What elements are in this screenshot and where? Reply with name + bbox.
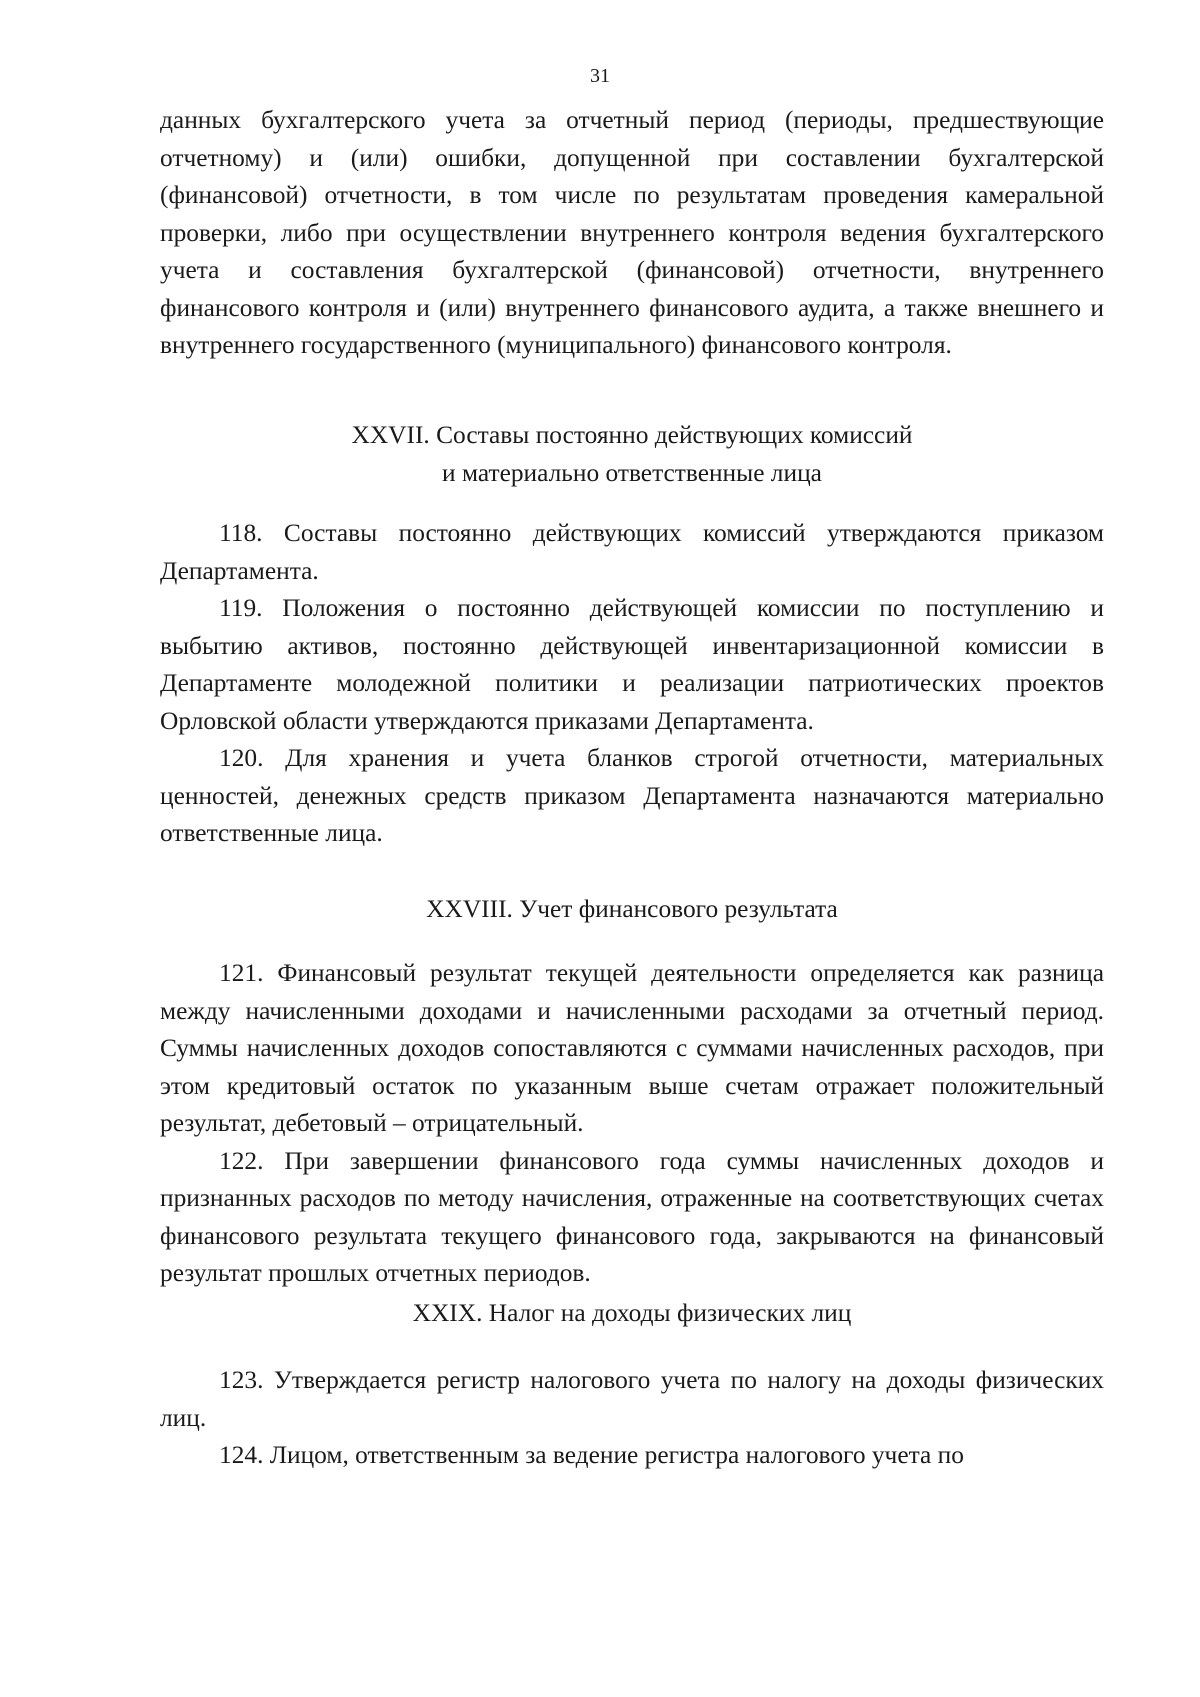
paragraph-119: 119. Положения о постоянно действующей комиссии по поступлению и выбытию активов, постоянно действующей инвентаризационной комиссии в Департаменте молодежной политики и реализации патриотических проектов Орловской области утверждаются приказами Департамента. xyxy=(160,594,1104,735)
paragraph-122: 122. При завершении финансового года суммы начисленных доходов и признанных расходов по методу начисления, отраженные на соответствующих счетах финансового результата текущего финансового года, закрываются на финансовый результат прошлых отчетных периодов. xyxy=(160,1146,1104,1287)
intro-block xyxy=(160,102,1104,365)
section-title-line: XXVIII. Учет финансового результата xyxy=(426,895,838,923)
section-heading-xxvii xyxy=(160,417,1104,492)
paragraph-121: 121. Финансовый результат текущей деятельности определяется как разница между начисленными доходами и начисленными расходами за отчетный период. Суммы начисленных доходов сопоставляются с суммами начисленных расходов, при этом кредитовый остаток по указанным выше счетам отражает положительный результат, дебетовый – отрицательный. xyxy=(160,959,1104,1137)
section-body-xxvii xyxy=(160,515,1104,853)
section-title-line: XXIX. Налог на доходы физических лиц xyxy=(412,1299,852,1327)
paragraph-120: 120. Для хранения и учета бланков строгой отчетности, материальных ценностей, денежных средств приказом Департамента назначаются материально ответственные лица. xyxy=(160,744,1104,847)
section-title-line: и материально ответственные лица xyxy=(442,458,822,487)
paragraph-118: 118. Составы постоянно действующих комиссий утверждаются приказом Департамента. xyxy=(160,519,1104,585)
section-heading-xxviii xyxy=(160,891,1104,929)
page-number: 31 xyxy=(590,65,610,87)
section-title-line: XXVII. Составы постоянно действующих комиссий xyxy=(351,421,913,449)
section-body-xxix xyxy=(160,1362,1104,1475)
section-heading-xxix xyxy=(160,1295,1104,1333)
paragraph-123: 123. Утверждается регистр налогового учета по налогу на доходы физических лиц. xyxy=(160,1366,1104,1432)
section-body-xxviii xyxy=(160,955,1104,1293)
paragraph: данных бухгалтерского учета за отчетный период (периоды, предшествующие отчетному) и (или) ошибки, допущенной при составлении бухгалтерской (финансовой) отчетности, в том числе по результатам проведения камеральной проверки, либо при осуществлении внутреннего контроля ведения бухгалтерского учета и составления бухгалтерской (финансовой) отчетности, внутреннего финансового контроля и (или) внутреннего финансового аудита, а также внешнего и внутреннего государственного (муниципального) финансового контроля. xyxy=(160,106,1104,359)
paragraph-124: 124. Лицом, ответственным за ведение регистра налогового учета по xyxy=(219,1441,964,1469)
